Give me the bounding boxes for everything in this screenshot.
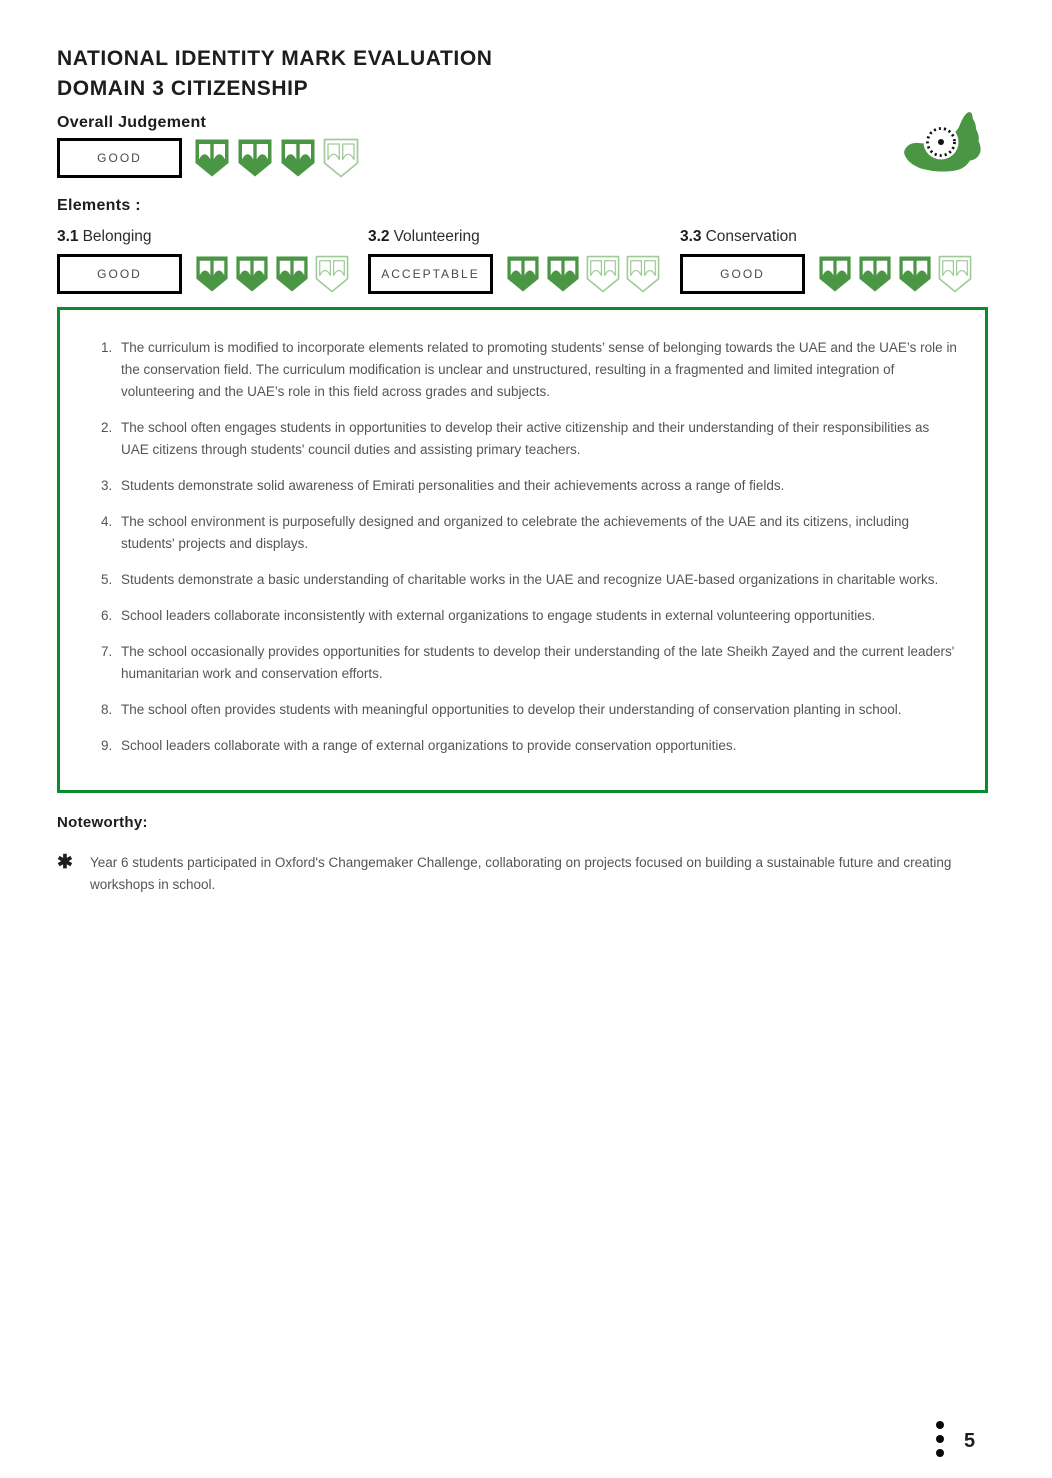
element-group-volunteering: [368, 228, 660, 294]
finding-item: 8. The school often provides students with meaningful opportunities to develop their understanding of conservation planting in school.: [116, 699, 959, 721]
element-group-belonging: [57, 228, 349, 294]
noteworthy-item: [57, 852, 962, 896]
rating-icon-filled: [194, 138, 230, 178]
element-name: [680, 228, 972, 246]
rating-icon-empty: [938, 255, 972, 293]
rating-icon-filled: [235, 255, 269, 293]
rating-icon-empty: [626, 255, 660, 293]
overall-judgement-label: Overall Judgement: [57, 114, 207, 131]
element-judgement-box: [368, 254, 493, 294]
rating-icon-filled: [818, 255, 852, 293]
footer-dots-icon: [936, 1421, 944, 1457]
finding-item: 2. The school often engages students in opportunities to develop their active citizenship and their understanding of their responsibilities as UAE citizens through students' council duties and assisting primary teachers.: [116, 417, 959, 461]
page-number: 5: [964, 1430, 976, 1452]
finding-item: 6. School leaders collaborate inconsistently with external organizations to engage students in external volunteering opportunities.: [116, 605, 959, 627]
element-rating-icons: [818, 255, 972, 293]
findings-box: [57, 307, 988, 793]
map-center-dot: [938, 139, 944, 145]
overall-judgement-box: [57, 138, 182, 178]
rating-icon-filled: [858, 255, 892, 293]
overall-judgement-value: GOOD: [97, 151, 142, 165]
noteworthy-heading: Noteworthy:: [57, 814, 148, 831]
element-number: 3.3: [680, 228, 702, 245]
page-header: [57, 44, 493, 104]
rating-icon-filled: [275, 255, 309, 293]
rating-icon-filled: [237, 138, 273, 178]
finding-item: 4. The school environment is purposefully designed and organized to celebrate the achievements of the UAE and its citizens, including students' projects and displays.: [116, 511, 959, 555]
element-title: Volunteering: [393, 228, 480, 245]
finding-item: 5. Students demonstrate a basic understanding of charitable works in the UAE and recognize UAE-based organizations in charitable works.: [116, 569, 959, 591]
domain-title: DOMAIN 3 CITIZENSHIP: [57, 77, 309, 100]
rating-icon-filled: [546, 255, 580, 293]
element-judgement-box: [680, 254, 805, 294]
rating-icon-empty: [323, 138, 359, 178]
finding-item: 9. School leaders collaborate with a range of external organizations to provide conservation opportunities.: [116, 735, 959, 757]
overall-rating-icons: [194, 138, 359, 178]
finding-item: 7. The school occasionally provides opportunities for students to develop their understanding of the late Sheikh Zayed and the current leaders' humanitarian work and conservation efforts.: [116, 641, 959, 685]
rating-icon-filled: [280, 138, 316, 178]
element-rating-icons: [506, 255, 660, 293]
rating-icon-empty: [315, 255, 349, 293]
element-judgement-box: [57, 254, 182, 294]
rating-icon-filled: [195, 255, 229, 293]
rating-icon-empty: [586, 255, 620, 293]
finding-item: 1. The curriculum is modified to incorporate elements related to promoting students’ sense of belonging towards the UAE and the UAE’s role in the conservation field. The curriculum modification is unclear and unstructured, resulting in a fragmented and limited integration of volunteering and the UAE’s role in this field across grades and subjects.: [116, 337, 959, 403]
asterisk-bullet-icon: ✱: [57, 852, 73, 873]
element-number: 3.2: [368, 228, 390, 245]
element-number: 3.1: [57, 228, 79, 245]
element-name: [368, 228, 660, 246]
rating-icon-filled: [506, 255, 540, 293]
rating-icon-filled: [898, 255, 932, 293]
element-rating-icons: [195, 255, 349, 293]
noteworthy-text: Year 6 students participated in Oxford's Changemaker Challenge, collaborating on projects focused on building a sustainable future and creating workshops in school.: [90, 855, 952, 892]
uae-map-icon: [901, 110, 993, 188]
overall-judgement-row: [57, 138, 359, 178]
element-group-conservation: [680, 228, 972, 294]
element-judgement-value: GOOD: [97, 267, 142, 281]
element-title: Conservation: [705, 228, 797, 245]
element-name: [57, 228, 349, 246]
findings-list: [60, 310, 985, 757]
finding-item: 3. Students demonstrate solid awareness of Emirati personalities and their achievements across a range of fields.: [116, 475, 959, 497]
element-judgement-value: GOOD: [720, 267, 765, 281]
report-title: NATIONAL IDENTITY MARK EVALUATION: [57, 47, 493, 70]
element-judgement-value: ACCEPTABLE: [381, 267, 480, 281]
element-title: Belonging: [82, 228, 152, 245]
elements-heading: Elements :: [57, 197, 141, 214]
